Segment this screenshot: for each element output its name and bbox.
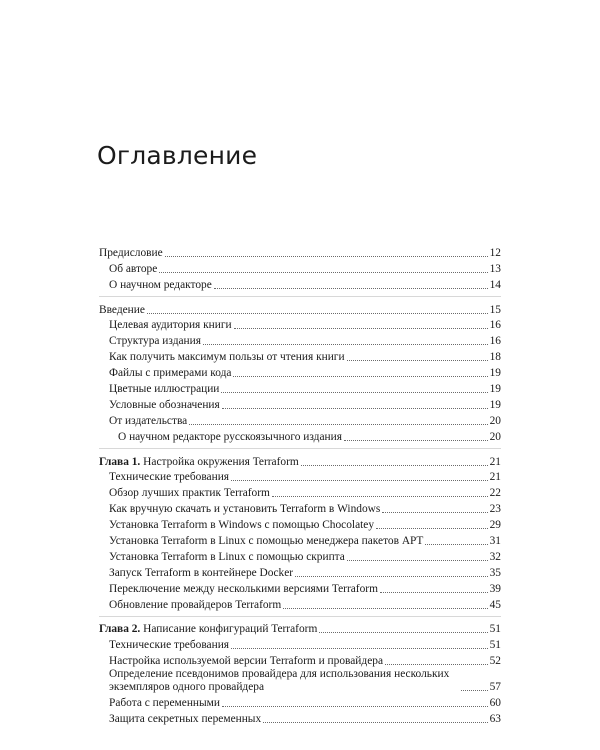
toc-entry[interactable] xyxy=(99,596,501,612)
toc-entry[interactable] xyxy=(99,469,501,485)
toc-entry[interactable] xyxy=(99,564,501,580)
toc-page-number: 23 xyxy=(489,503,501,516)
dot-leader xyxy=(344,440,488,441)
dot-leader xyxy=(147,313,488,314)
toc-entry-text: Как вручную скачать и установить Terraform в Windows xyxy=(109,503,381,516)
toc-entry-text: Технические требования xyxy=(109,471,230,484)
toc-entry-text: О научном редакторе русскоязычного издания xyxy=(118,430,342,443)
toc-entry[interactable] xyxy=(99,668,501,694)
dot-leader xyxy=(319,632,487,633)
dot-leader xyxy=(221,392,487,393)
toc-entry-text: О научном редакторе xyxy=(109,278,212,291)
dot-leader xyxy=(222,408,488,409)
toc-entry[interactable] xyxy=(99,580,501,596)
toc-entry[interactable] xyxy=(99,301,501,317)
toc-section xyxy=(99,448,501,612)
toc-page-number: 57 xyxy=(489,681,501,694)
toc-entry-text: Файлы с примерами кода xyxy=(109,367,232,380)
toc-page-number: 21 xyxy=(489,471,501,484)
dot-leader xyxy=(283,608,487,609)
toc-entry-text: Обзор лучших практик Terraform xyxy=(109,487,270,500)
dot-leader xyxy=(385,664,488,665)
toc-page-number: 14 xyxy=(489,278,501,291)
toc-page-number: 19 xyxy=(489,398,501,411)
dot-leader xyxy=(203,344,488,345)
toc-entry[interactable] xyxy=(99,500,501,516)
toc-page-number: 29 xyxy=(489,519,501,532)
toc-page-number: 20 xyxy=(489,430,501,443)
toc-entry-text: Об авторе xyxy=(109,262,158,275)
toc-entry-title xyxy=(109,655,383,668)
dot-leader xyxy=(231,648,488,649)
toc-entry-title xyxy=(99,623,317,636)
dot-leader xyxy=(233,376,487,377)
dot-leader xyxy=(231,480,488,481)
toc-page-number: 31 xyxy=(489,535,501,548)
toc-entry[interactable] xyxy=(99,636,501,652)
toc-entry-title xyxy=(99,304,145,317)
toc-entry[interactable] xyxy=(99,412,501,428)
toc-page-number: 52 xyxy=(489,655,501,668)
toc-page-number: 39 xyxy=(489,582,501,595)
toc-page-number: 32 xyxy=(489,550,501,563)
toc-entry-title xyxy=(109,319,232,332)
toc-entry-title xyxy=(109,668,459,694)
toc-page-number: 22 xyxy=(489,487,501,500)
toc-entry-text: Запуск Terraform в контейнере Docker xyxy=(109,566,294,579)
toc-entry[interactable] xyxy=(99,621,501,637)
toc-entry-title xyxy=(109,383,219,396)
toc-entry-text: Установка Terraform в Linux с помощью менеджера пакетов APT xyxy=(109,535,424,548)
toc-entry[interactable] xyxy=(99,652,501,668)
toc-entry-text: Настройка используемой версии Terraform и провайдера xyxy=(109,655,384,668)
toc-entry-text: Написание конфигураций Terraform xyxy=(143,623,318,636)
toc-entry-title xyxy=(109,713,261,726)
toc-entry-title xyxy=(109,263,157,276)
dot-leader xyxy=(347,560,488,561)
toc-entry-text: Настройка окружения Terraform xyxy=(143,455,299,468)
toc-entry-text: Целевая аудитория книги xyxy=(109,319,232,332)
toc-entry[interactable] xyxy=(99,276,501,292)
toc-entry[interactable] xyxy=(99,380,501,396)
toc-entry-text: От издательства xyxy=(109,414,188,427)
toc-section xyxy=(99,244,501,292)
toc-page-number: 16 xyxy=(489,335,501,348)
toc-entry-title xyxy=(109,551,345,564)
toc-entry[interactable] xyxy=(99,244,501,260)
toc-entry-title xyxy=(109,583,378,596)
dot-leader xyxy=(347,360,488,361)
toc-entry[interactable] xyxy=(99,332,501,348)
toc-section xyxy=(99,616,501,726)
toc-entry[interactable] xyxy=(99,532,501,548)
toc-entry-text: Обновление провайдеров Terraform xyxy=(109,598,282,611)
toc-entry-title xyxy=(109,415,187,428)
toc-entry-text: Предисловие xyxy=(99,246,163,259)
toc-entry-title xyxy=(109,697,220,710)
dot-leader xyxy=(376,528,488,529)
toc-page-number: 19 xyxy=(489,383,501,396)
toc-entry[interactable] xyxy=(99,484,501,500)
toc-page-number: 60 xyxy=(489,697,501,710)
toc-entry-text: Технические требования xyxy=(109,639,230,652)
toc-page-number: 12 xyxy=(489,246,501,259)
dot-leader xyxy=(159,272,487,273)
page-title: Оглавление xyxy=(97,141,258,170)
toc-entry-title xyxy=(109,351,345,364)
toc-entry-text: Условные обозначения xyxy=(109,398,220,411)
dot-leader xyxy=(380,592,488,593)
toc-entry[interactable] xyxy=(99,694,501,710)
toc-entry-text: Установка Terraform в Windows с помощью Chocolatey xyxy=(109,519,375,532)
dot-leader xyxy=(222,706,488,707)
toc-page-number: 19 xyxy=(489,367,501,380)
toc-entry-text: Защита секретных переменных xyxy=(109,713,262,726)
toc-entry-title xyxy=(109,503,380,516)
dot-leader xyxy=(214,288,488,289)
toc-entry-title xyxy=(109,335,201,348)
toc-page-number: 63 xyxy=(489,713,501,726)
dot-leader xyxy=(425,544,487,545)
toc-page-number: 13 xyxy=(489,262,501,275)
toc-entry-title xyxy=(118,431,342,444)
dot-leader xyxy=(461,690,488,691)
toc-entry-title xyxy=(109,519,374,532)
toc-entry-title xyxy=(109,279,212,292)
toc-entry[interactable] xyxy=(99,453,501,469)
toc-entry[interactable] xyxy=(99,428,501,444)
chapter-number: Глава 2. xyxy=(99,623,141,636)
toc-entry-title xyxy=(99,456,299,469)
toc-entry-text: Определение псевдонимов провайдера для использования нескольких экземпляров одного провайдера xyxy=(109,668,450,694)
toc-entry[interactable] xyxy=(99,364,501,380)
dot-leader xyxy=(295,576,488,577)
toc-entry-text: Как получить максимум пользы от чтения книги xyxy=(109,351,345,364)
toc-entry[interactable] xyxy=(99,348,501,364)
toc-page-number: 51 xyxy=(489,623,501,636)
toc-entry-text: Работа с переменными xyxy=(109,697,220,710)
dot-leader xyxy=(272,496,488,497)
toc-page-number: 45 xyxy=(489,598,501,611)
toc-entry-title xyxy=(109,567,293,580)
dot-leader xyxy=(263,722,487,723)
toc-entry-text: Переключение между несколькими версиями Terraform xyxy=(109,582,378,595)
toc-page-number: 15 xyxy=(489,303,501,316)
toc-entry-title xyxy=(109,487,270,500)
toc-page-number: 51 xyxy=(489,639,501,652)
toc-page-number: 18 xyxy=(489,351,501,364)
toc-entry[interactable] xyxy=(99,516,501,532)
dot-leader xyxy=(382,512,487,513)
toc-entry[interactable] xyxy=(99,396,501,412)
toc-section xyxy=(99,296,501,444)
toc-entry[interactable] xyxy=(99,710,501,726)
toc-entry[interactable] xyxy=(99,548,501,564)
toc-page-number: 20 xyxy=(489,414,501,427)
toc-entry-text: Цветные иллюстрации xyxy=(109,383,220,396)
toc-entry-title xyxy=(109,471,229,484)
table-of-contents xyxy=(99,244,501,730)
chapter-number: Глава 1. xyxy=(99,455,141,468)
toc-entry-text: Структура издания xyxy=(109,335,201,348)
toc-page-number: 35 xyxy=(489,566,501,579)
dot-leader xyxy=(301,465,488,466)
dot-leader xyxy=(189,424,487,425)
toc-page-number: 16 xyxy=(489,319,501,332)
toc-entry-title xyxy=(109,639,229,652)
dot-leader xyxy=(165,256,488,257)
toc-page-number: 21 xyxy=(489,455,501,468)
toc-entry-title xyxy=(109,367,231,380)
toc-entry[interactable] xyxy=(99,317,501,333)
toc-entry-title xyxy=(99,247,163,260)
toc-entry[interactable] xyxy=(99,260,501,276)
toc-entry-title xyxy=(109,535,423,548)
toc-entry-title xyxy=(109,399,220,412)
dot-leader xyxy=(234,328,488,329)
toc-entry-text: Введение xyxy=(99,303,145,316)
toc-entry-text: Установка Terraform в Linux с помощью скрипта xyxy=(109,550,345,563)
toc-entry-title xyxy=(109,599,281,612)
